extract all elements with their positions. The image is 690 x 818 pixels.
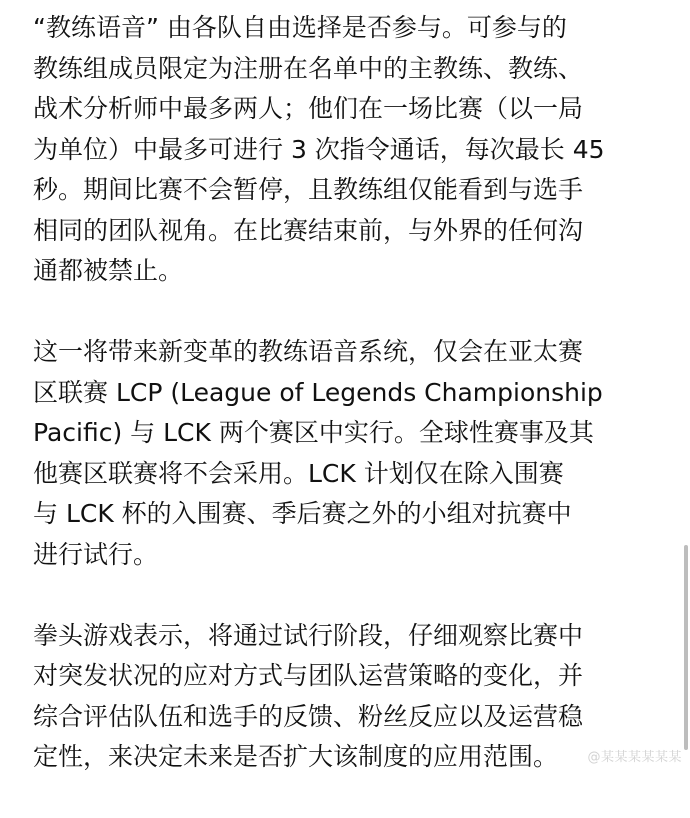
text-line: “教练语音” 由各队自由选择是否参与。可参与的 [33, 13, 567, 42]
paragraph-2 [33, 332, 643, 575]
text-line: 拳头游戏表示，将通过试行阶段，仔细观察比赛中 [33, 620, 584, 650]
text-line: 教练组成员限定为注册在名单中的主教练、教练、 [33, 53, 584, 83]
text-line: 战术分析师中最多两人；他们在一场比赛（以一局 [33, 94, 584, 123]
watermark: @某某某某某某 [587, 750, 682, 765]
text-line: 为单位）中最多可进行 3 次指令通话，每次最长 45 [33, 134, 605, 164]
text-line: 通都被禁止。 [33, 256, 184, 285]
text-line: 定性，来决定未来是否扩大该制度的应用范围。 [33, 742, 559, 771]
text-line: 与 LCK 杯的入围赛、季后赛之外的小组对抗赛中 [33, 499, 572, 528]
text-line: 综合评估队伍和选手的反馈、粉丝反应以及运营稳 [33, 701, 584, 731]
scrollbar-thumb[interactable] [684, 545, 688, 750]
article-body [33, 8, 643, 818]
text-line: 进行试行。 [33, 539, 159, 569]
paragraph-3 [33, 616, 643, 778]
text-line: 对突发状况的应对方式与团队运营策略的变化，并 [33, 661, 584, 690]
text-line: 他赛区联赛将不会采用。LCK 计划仅在除入围赛 [33, 458, 564, 488]
text-line: 这一将带来新变革的教练语音系统，仅会在亚太赛 [33, 337, 584, 366]
text-line: Pacific) 与 LCK 两个赛区中实行。全球性赛事及其 [33, 418, 594, 447]
text-line: 秒。期间比赛不会暂停，且教练组仅能看到与选手 [33, 175, 584, 204]
paragraph-1 [33, 8, 643, 292]
text-line: 相同的团队视角。在比赛结束前，与外界的任何沟 [33, 215, 584, 245]
text-line: 区联赛 LCP (League of Legends Championship [33, 377, 603, 407]
